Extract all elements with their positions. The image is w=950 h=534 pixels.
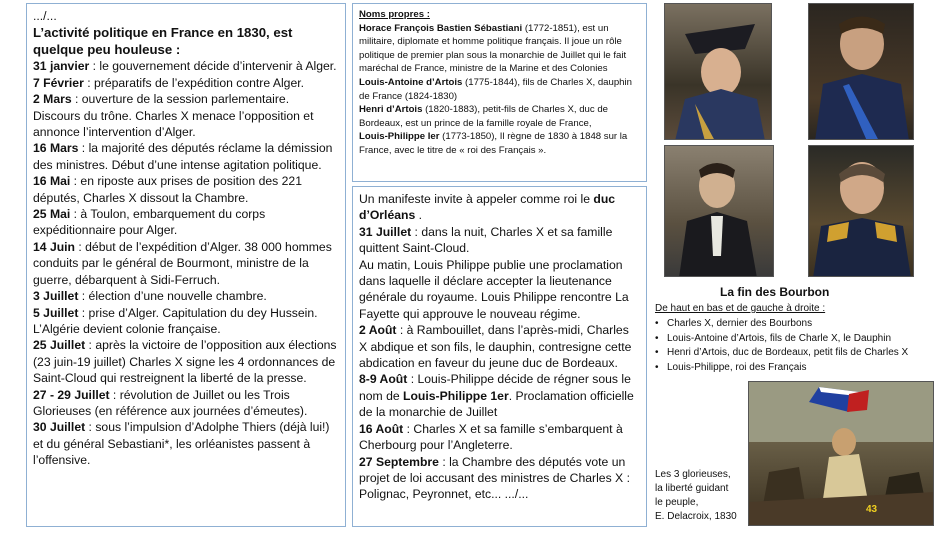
paragraph-text: : élection d’une nouvelle chambre.	[78, 289, 267, 304]
paragraph-date: Henri d’Artois	[359, 104, 423, 116]
text-paragraph	[359, 130, 640, 157]
paragraph-text: : le gouvernement décide d’intervenir à Alger.	[89, 59, 337, 74]
painting-caption-line: la liberté guidant	[655, 483, 729, 494]
text-paragraph	[33, 387, 339, 420]
text-paragraph	[359, 371, 640, 420]
text-paragraph	[359, 322, 640, 371]
text-paragraph	[359, 257, 640, 323]
paragraph-text: : à Rambouillet, dans l’après-midi, Charles X abdique et son fils, le dauphin, contresigne cette abdication en faveur du jeune duc de Bordeaux.	[359, 323, 632, 371]
paragraph-text: : dans la nuit, Charles X et sa famille quittent Saint-Cloud.	[359, 224, 613, 256]
paragraph-emphasis: duc d’Orléans	[359, 192, 616, 223]
paragraph-text: .../...	[33, 9, 57, 23]
paragraph-text: (1820-1883), petit-fils de Charles X, duc de Bordeaux, est un prince de la famille royale de France,	[359, 104, 609, 129]
paragraph-date: Horace François Bastien Sébastiani	[359, 22, 523, 34]
text-paragraph	[33, 206, 339, 239]
text-paragraph	[33, 75, 339, 91]
portrait-louis-antoine	[808, 3, 914, 140]
text-paragraph	[359, 103, 640, 130]
paragraph-text: : préparatifs de l’expédition contre Alger.	[83, 75, 305, 90]
paragraph-text: .	[415, 208, 422, 223]
paragraph-text: Au matin, Louis Philippe publie une proclamation dans laquelle il déclare accepter la lieutenance générale du royaume. Louis Philippe rencontre La Fayette qui approuve le nouveau régime.	[359, 257, 629, 321]
paragraph-text: : prise d’Alger. Capitulation du dey Hussein. L’Algérie devient colonie française.	[33, 305, 318, 336]
painting-caption-line: E. Delacroix, 1830	[655, 511, 737, 522]
portrait-henri-artois	[664, 145, 774, 277]
paragraph-text: (1772-1851), est un militaire, diplomate et homme politique français. Il joue un rôle politique de premier plan sous la monarchie de Juillet qui le fait maréchal de France, ministre de la Marine et des Colonies	[359, 22, 627, 75]
paragraph-date: 3 Juillet	[33, 289, 79, 304]
caption-item: • Charles X, dernier des Bourbons	[655, 317, 908, 332]
paragraph-date: 7 Février	[33, 75, 84, 90]
paragraph-date: 27 Septembre	[359, 454, 439, 469]
text-paragraph	[33, 337, 339, 386]
text-paragraph	[33, 8, 339, 24]
paragraph-date: 2 Août	[359, 323, 397, 338]
portrait-charles-x-drawing	[665, 4, 772, 140]
paragraph-emphasis: Louis-Philippe 1er	[403, 388, 509, 403]
text-paragraph	[33, 24, 339, 58]
paragraph-date: 30 Juillet	[33, 420, 86, 435]
portraits-caption-subtitle: De haut en bas et de gauche à droite :	[655, 303, 826, 314]
text-paragraph	[33, 288, 339, 304]
text-paragraph	[359, 454, 640, 503]
paragraph-date: L’activité politique en France en 1830, est quelque peu houleuse :	[33, 25, 293, 58]
paragraph-text: . Proclamation officielle de la monarchie de Juillet	[359, 388, 634, 420]
text-paragraph	[359, 76, 640, 103]
paragraph-date: 31 Juillet	[359, 224, 412, 239]
painting-caption-line: Les 3 glorieuses,	[655, 469, 731, 480]
paragraph-date: 14 Juin	[33, 239, 75, 254]
liberty-painting	[748, 381, 934, 526]
paragraph-text: (1775-1844), fils de Charles X, dauphin de France (1824-1830)	[359, 76, 632, 102]
portraits-caption-list	[655, 317, 908, 375]
paragraph-text: : la majorité des députés réclame la démission des ministres. Début d’une intense agitation politique.	[33, 141, 333, 172]
text-paragraph	[33, 140, 339, 173]
text-paragraph	[33, 58, 339, 74]
portraits-caption-title: La fin des Bourbon	[720, 285, 830, 299]
text-paragraph	[33, 419, 339, 468]
caption-item: • Henri d’Artois, duc de Bordeaux, petit fils de Charles X	[655, 346, 908, 361]
caption-item: • Louis-Philippe, roi des Français	[655, 361, 908, 376]
portrait-louis-antoine-drawing	[809, 4, 914, 140]
paragraph-text: Un manifeste invite à appeler comme roi le	[359, 192, 594, 206]
text-paragraph	[359, 224, 640, 257]
painting-caption-line: le peuple,	[655, 497, 699, 508]
paragraph-text: : sous l’impulsion d’Adolphe Thiers (déjà lui!) et du général Sebastiani*, les orléanistes passent à l’offensive.	[33, 420, 330, 468]
paragraph-text: : début de l’expédition d’Alger. 38 000 hommes conduits par le général de Bourmont, ministre de la guerre, débarquent à Sidi-Ferruch.	[33, 239, 332, 287]
left-text-box	[26, 3, 346, 527]
paragraph-date: 2 Mars	[33, 92, 72, 107]
paragraph-text: : à Toulon, embarquement du corps expéditionnaire pour Alger.	[33, 207, 266, 238]
paragraph-date: 25 Juillet	[33, 338, 86, 353]
text-paragraph	[33, 305, 339, 338]
text-paragraph	[359, 191, 640, 224]
portrait-charles-x	[664, 3, 772, 140]
paragraph-date: 31 janvier	[33, 59, 90, 74]
paragraph-text: : Louis-Philippe décide de régner sous le nom de	[359, 372, 631, 403]
text-paragraph	[33, 173, 339, 206]
paragraph-date: 16 Mai	[33, 174, 71, 189]
painting-caption	[655, 468, 737, 524]
text-paragraph	[33, 91, 339, 140]
page-number: 43	[866, 504, 878, 515]
paragraph-text: : après la victoire de l’opposition aux élections (23 juin-19 juillet) Charles X signe les 4 ordonnances de Saint-Cloud qui restreignent la liberté de la presse.	[33, 338, 337, 386]
proper-names-list	[359, 22, 640, 158]
paragraph-date: 5 Juillet	[33, 305, 79, 320]
paragraph-date: Louis-Philippe Ier	[359, 131, 440, 143]
proper-names-title: Noms propres :	[359, 9, 430, 20]
caption-item: • Louis-Antoine d’Artois, fils de Charle X, le Dauphin	[655, 332, 908, 347]
paragraph-date: Louis-Antoine d’Artois	[359, 76, 463, 88]
portrait-louis-philippe	[808, 145, 914, 277]
paragraph-text: : ouverture de la session parlementaire. Discours du trône. Charles X menace l’opposition et annonce l’intervention d’Alger.	[33, 92, 314, 140]
paragraph-date: 27 - 29 Juillet	[33, 387, 110, 402]
paragraph-text: : Charles X et sa famille s’embarquent à Cherbourg pour l’Angleterre.	[359, 421, 623, 453]
portrait-louis-philippe-drawing	[809, 146, 914, 277]
text-paragraph	[359, 421, 640, 454]
liberty-painting-drawing	[749, 382, 934, 526]
paragraph-date: 16 Mars	[33, 141, 79, 156]
proper-names-box	[352, 3, 647, 182]
paragraph-text: : révolution de Juillet ou les Trois Glorieuses (en référence aux journées d’émeutes).	[33, 387, 308, 418]
paragraph-text: (1773-1850), Il règne de 1830 à 1848 sur la France, avec le titre de « roi des Français ».	[359, 131, 628, 156]
paragraph-text: : en riposte aux prises de position des 221 députés, Charles X dissout la Chambre.	[33, 174, 302, 205]
paragraph-date: 25 Mai	[33, 207, 71, 222]
paragraph-date: 16 Août	[359, 421, 404, 436]
paragraph-text: : la Chambre des députés vote un projet de loi accusant des ministres de Charles X : Polignac, Peyronnet, etc... .../...	[359, 454, 630, 502]
paragraph-date: 8-9 Août	[359, 372, 408, 387]
text-paragraph	[359, 22, 640, 76]
right-text-box	[352, 186, 647, 527]
text-paragraph	[33, 239, 339, 288]
portrait-henri-artois-drawing	[665, 146, 774, 277]
